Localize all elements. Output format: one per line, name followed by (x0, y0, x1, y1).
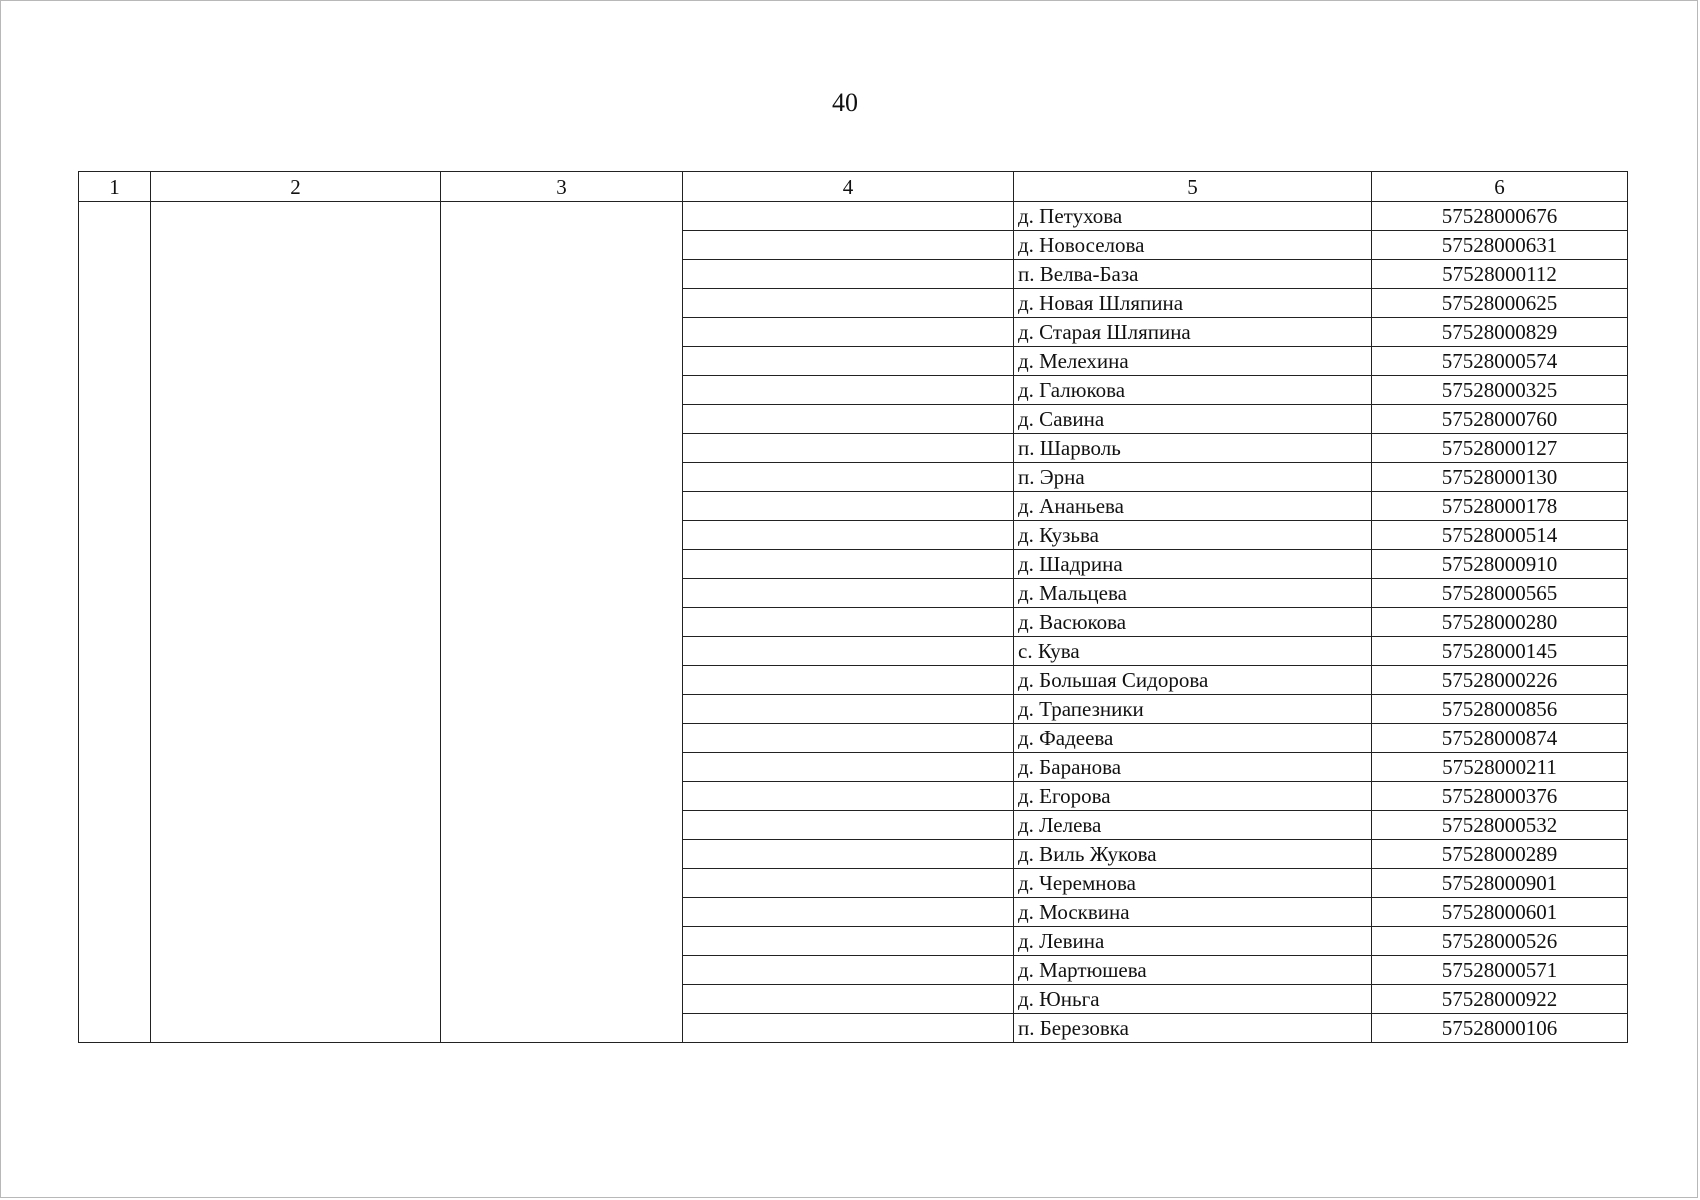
col-4-cell (683, 1014, 1014, 1043)
settlement-name: д. Левина (1014, 927, 1372, 956)
col-4-cell (683, 521, 1014, 550)
column-number-2: 2 (151, 172, 441, 202)
col-4-cell (683, 289, 1014, 318)
oktmo-code: 57528000601 (1372, 898, 1628, 927)
settlement-name: п. Велва-База (1014, 260, 1372, 289)
oktmo-code: 57528000211 (1372, 753, 1628, 782)
settlements-table (78, 171, 1628, 1043)
col-4-cell (683, 956, 1014, 985)
settlement-name: д. Юньга (1014, 985, 1372, 1014)
settlement-name: д. Старая Шляпина (1014, 318, 1372, 347)
oktmo-code: 57528000574 (1372, 347, 1628, 376)
settlement-name: д. Кузьва (1014, 521, 1372, 550)
column-number-4: 4 (683, 172, 1014, 202)
col-3-cell (441, 202, 683, 1043)
col-4-cell (683, 782, 1014, 811)
settlement-name: д. Галюкова (1014, 376, 1372, 405)
oktmo-code: 57528000178 (1372, 492, 1628, 521)
col-2-cell (151, 202, 441, 1043)
col-4-cell (683, 463, 1014, 492)
page-number: 40 (832, 88, 858, 117)
col-4-cell (683, 434, 1014, 463)
column-number-5: 5 (1014, 172, 1372, 202)
oktmo-code: 57528000106 (1372, 1014, 1628, 1043)
oktmo-code: 57528000127 (1372, 434, 1628, 463)
oktmo-code: 57528000145 (1372, 637, 1628, 666)
col-4-cell (683, 869, 1014, 898)
col-4-cell (683, 695, 1014, 724)
settlement-name: д. Мелехина (1014, 347, 1372, 376)
settlement-name: д. Баранова (1014, 753, 1372, 782)
col-4-cell (683, 405, 1014, 434)
oktmo-code: 57528000280 (1372, 608, 1628, 637)
oktmo-code: 57528000325 (1372, 376, 1628, 405)
oktmo-code: 57528000112 (1372, 260, 1628, 289)
settlement-name: д. Лелева (1014, 811, 1372, 840)
col-4-cell (683, 231, 1014, 260)
col-4-cell (683, 376, 1014, 405)
col-4-cell (683, 260, 1014, 289)
col-4-cell (683, 637, 1014, 666)
oktmo-code: 57528000874 (1372, 724, 1628, 753)
settlement-name: д. Виль Жукова (1014, 840, 1372, 869)
col-4-cell (683, 202, 1014, 231)
settlement-name: д. Большая Сидорова (1014, 666, 1372, 695)
oktmo-code: 57528000532 (1372, 811, 1628, 840)
oktmo-code: 57528000625 (1372, 289, 1628, 318)
settlement-name: п. Эрна (1014, 463, 1372, 492)
col-4-cell (683, 811, 1014, 840)
oktmo-code: 57528000289 (1372, 840, 1628, 869)
col-4-cell (683, 840, 1014, 869)
col-1-cell (79, 202, 151, 1043)
column-number-row (79, 172, 1628, 202)
settlement-name: п. Шарволь (1014, 434, 1372, 463)
settlement-name: д. Шадрина (1014, 550, 1372, 579)
col-4-cell (683, 985, 1014, 1014)
settlement-name: п. Березовка (1014, 1014, 1372, 1043)
oktmo-code: 57528000760 (1372, 405, 1628, 434)
col-4-cell (683, 347, 1014, 376)
table-body (79, 202, 1628, 1043)
settlement-name: д. Егорова (1014, 782, 1372, 811)
oktmo-code: 57528000565 (1372, 579, 1628, 608)
table-row (79, 202, 1628, 231)
column-number-6: 6 (1372, 172, 1628, 202)
settlement-name: с. Кува (1014, 637, 1372, 666)
col-4-cell (683, 492, 1014, 521)
settlement-name: д. Трапезники (1014, 695, 1372, 724)
settlement-name: д. Савина (1014, 405, 1372, 434)
col-4-cell (683, 608, 1014, 637)
oktmo-code: 57528000526 (1372, 927, 1628, 956)
oktmo-code: 57528000901 (1372, 869, 1628, 898)
oktmo-code: 57528000514 (1372, 521, 1628, 550)
oktmo-code: 57528000130 (1372, 463, 1628, 492)
oktmo-code: 57528000829 (1372, 318, 1628, 347)
oktmo-code: 57528000631 (1372, 231, 1628, 260)
col-4-cell (683, 724, 1014, 753)
column-number-3: 3 (441, 172, 683, 202)
settlement-name: д. Мальцева (1014, 579, 1372, 608)
settlement-name: д. Москвина (1014, 898, 1372, 927)
oktmo-code: 57528000856 (1372, 695, 1628, 724)
column-number-1: 1 (79, 172, 151, 202)
settlement-name: д. Новая Шляпина (1014, 289, 1372, 318)
col-4-cell (683, 666, 1014, 695)
col-4-cell (683, 898, 1014, 927)
settlement-name: д. Черемнова (1014, 869, 1372, 898)
oktmo-code: 57528000922 (1372, 985, 1628, 1014)
settlement-name: д. Фадеева (1014, 724, 1372, 753)
settlement-name: д. Мартюшева (1014, 956, 1372, 985)
col-4-cell (683, 318, 1014, 347)
col-4-cell (683, 579, 1014, 608)
col-4-cell (683, 550, 1014, 579)
settlement-name: д. Петухова (1014, 202, 1372, 231)
oktmo-code: 57528000376 (1372, 782, 1628, 811)
oktmo-code: 57528000571 (1372, 956, 1628, 985)
col-4-cell (683, 753, 1014, 782)
oktmo-code: 57528000676 (1372, 202, 1628, 231)
col-4-cell (683, 927, 1014, 956)
settlement-name: д. Новоселова (1014, 231, 1372, 260)
oktmo-code: 57528000910 (1372, 550, 1628, 579)
settlement-name: д. Ананьева (1014, 492, 1372, 521)
oktmo-code: 57528000226 (1372, 666, 1628, 695)
settlement-name: д. Васюкова (1014, 608, 1372, 637)
